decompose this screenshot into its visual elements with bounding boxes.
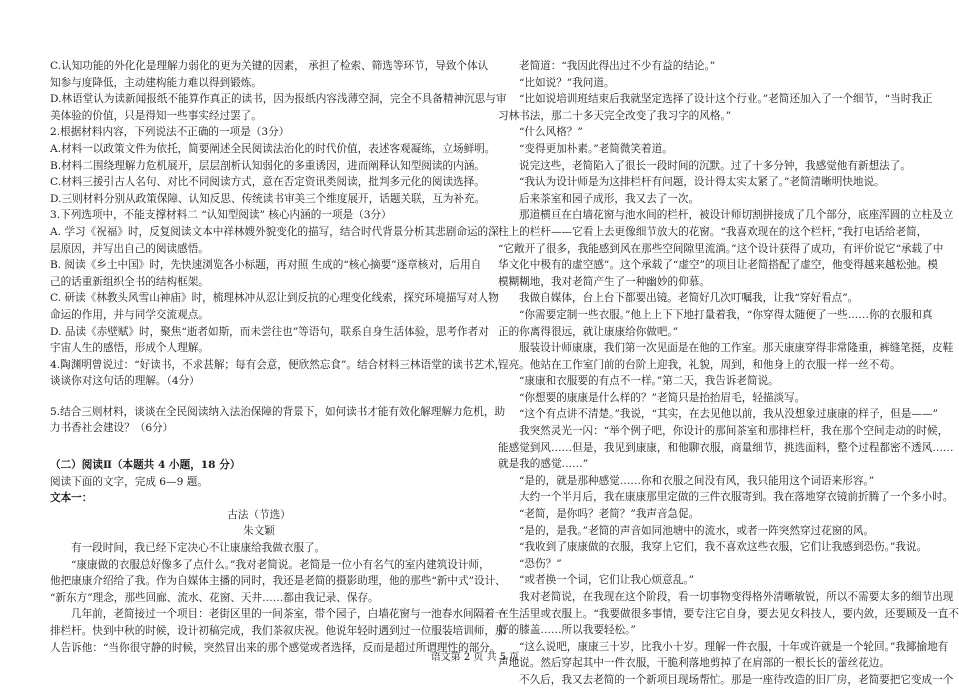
story-line: 锃亮。他站在工作室门前的台阶上迎我，礼貌，周到，和他身上的衣服一样一丝不苟。 xyxy=(498,358,901,371)
story-title: 古法（节选） xyxy=(227,508,291,521)
text-label: 文本一： xyxy=(50,492,93,505)
story-line: 我做自媒体，台上台下都要出镜。老简好几次叮嘱我，让我“穿好看点”。 xyxy=(519,292,859,305)
story-line: “我收到了康康做的衣服，我穿上它们，我不喜欢这些衣服，它们让我感到恐伤。”我说。 xyxy=(519,541,928,554)
story-line: 我突然灵光一闪：“举个例子吧，你设计的那间茶室和那排栏杆，我在那个空间走动的时候， xyxy=(519,425,949,438)
story-line: “这么说吧，康康三十岁，比我小十岁。理解一件衣服，十年或许就是一个轮回。”我揶揄地有 xyxy=(519,640,949,653)
left-column xyxy=(50,58,507,656)
story-line: 不久后，我又去老简的一个新项目现场帮忙。那是一座待改造的旧厂房，老简要把它变成一个 xyxy=(519,673,954,686)
story-line: 大约一个半月后，我在康康那里定做的三件衣服寄到。我在落地穿衣镜前折腾了一个多小时。 xyxy=(519,491,954,504)
story-line: “或者换一个词，它们让我心烦意乱。” xyxy=(519,574,695,587)
text-line: 谈谈你对这句话的理解。（4分） xyxy=(50,375,200,388)
story-line: 模糊糊地，我对老简产生了一种幽妙的仰慕。 xyxy=(498,275,710,288)
story-line: “比如说培训班结束后我就坚定选择了设计这个行业。”老简还加入了一个细节，“当时我正 xyxy=(519,93,933,106)
story-line: “变得更加朴素。”老简微笑着道。 xyxy=(519,142,673,155)
text-line: 力书香社会建设？（6分） xyxy=(50,422,174,435)
story-line: 声地说。然后穿起其中一件衣服，干脆利落地剪掉了在肩部的一根长长的蕾丝花边。 xyxy=(498,657,890,670)
section-header: （二）阅读Ⅱ（本题共 4 小题，18 分） xyxy=(50,459,241,472)
story-line: “是的，就是那种感觉……你和衣服之间没有风，我只能用这个词语来形容。” xyxy=(519,474,875,487)
text-line: B.材料二围绕理解力危机展开，层层剖析认知弱化的多重诱因，进而阐释认知型阅读的内涵。 xyxy=(50,159,485,172)
story-line: “老简，是你吗？老简？”我声音急促。 xyxy=(519,508,700,521)
text-line: 3.下列选项中，不能支撑材料二 “认知型阅读” 核心内涵的一项是（3分） xyxy=(50,209,392,222)
story-line: 能感觉到风……但是，我见到康康，和他聊衣服，商量细节，挑选面料，整个过程都密不透风…… xyxy=(498,441,954,454)
text-line: C.材料三援引古人名句、对比不同阅读方式，意在否定资讯类阅读，批判多元化的阅读选择。 xyxy=(50,176,485,189)
story-line: 习林书法，那二十多天完全改变了我习字的风格。” xyxy=(498,109,732,122)
story-line: “康康做的衣服总好像多了点什么。”我对老简说。老简是一位小有名气的室内建筑设计师， xyxy=(71,558,490,571)
story-line: 华文化中极有的虚空感”。这个承载了“虚空”的项目让老简搭配了虚空，他变得越来越松弛。模 xyxy=(498,259,938,272)
text-line: A. 学习《祝福》时，反复阅读文本中祥林嫂外貌变化的描写，结合时代背景分析其悲剧命运的深 xyxy=(50,225,499,238)
spacer xyxy=(50,390,468,404)
story-line: “它敞开了很多，我能感到风在那些空间隙里流淌。”这个设计获得了成功，有评价说它“承载了中 xyxy=(498,242,944,255)
story-line: “比如说？”我问道。 xyxy=(519,76,615,89)
story-line: 好的膝盖……所以我要轻松。” xyxy=(498,624,636,637)
story-line: 排栏杆。快到中秋的时候，设计初稿完成，我们茶叙庆祝。他说年轻时遇到过一位服装培训师，那 xyxy=(50,625,506,637)
story-line: 就是我的感觉……” xyxy=(498,458,589,471)
story-line: “康康和衣服要的有点不一样。”第二天，我告诉老简说。 xyxy=(519,375,779,388)
story-line: 在生活里或衣服上。“我要做很多事情，要专注它自身，要去见女科技人，要内敛，还要顾及一直不 xyxy=(498,607,959,620)
story-line: 正的你离得很远，就让康康给你做吧。” xyxy=(498,325,679,338)
story-line: “什么风格？” xyxy=(519,126,583,139)
right-column xyxy=(498,58,959,689)
story-line: 说完这些，老简陷入了很长一段时间的沉默。过了十多分钟，我感觉他有新想法了。 xyxy=(519,159,911,172)
story-line: “新东方”理念，那些回廊、流水、花窗、天井……都由我记录、保存。 xyxy=(50,591,379,604)
text-line: B. 阅读《乡土中国》时，先快速浏览各小标题，再对照 生成的“核心摘要”逐章核对，后用自 xyxy=(50,259,482,272)
story-line: 那道横亘在白墙花窗与池水间的栏杆，被设计师切割拼接成了几个部分，底座浑圆的立柱及立 xyxy=(519,209,954,222)
story-line: 老简道：“我因此得出过不少有益的结论。” xyxy=(519,60,716,72)
text-line: 层原因，并写出自己的阅读感悟。 xyxy=(50,242,209,255)
text-line: 知参与度降低，主动建构能力难以得到锻炼。 xyxy=(50,76,262,89)
text-line: D.三则材料分别从政策保障、认知反思、传统读书审美三个维度展开，话题关联，互为补充。 xyxy=(50,192,486,205)
instruction-line: 阅读下面的文字，完成 6—9 题。 xyxy=(50,475,208,488)
text-line: C.认知功能的外化化是理解力弱化的更为关键的因素， 承担了检索、筛选等环节，导致个体认 xyxy=(50,60,489,72)
page-footer: 语文第 2 页 共 5 页 xyxy=(430,652,520,663)
spacer xyxy=(50,437,468,457)
text-line: 命运的作用，并与同学交流观点。 xyxy=(50,308,209,321)
text-line: D.林语堂认为读新闻报纸不能算作真正的读书，因为报纸内容浅薄空洞，完全不具备精神沉思与审 xyxy=(50,93,507,106)
story-line: “恐伤？” xyxy=(519,557,562,570)
story-line: “是的，是我。”老简的声音如同池塘中的流水，或者一阵突然穿过花窗的风。 xyxy=(519,524,875,537)
text-line: 宇宙人生的感悟，形成个人理解。 xyxy=(50,342,209,355)
story-line: “你需要定制一些衣服。”他上上下下地打量着我，“你穿得太随便了一些……你的衣服和真 xyxy=(519,308,933,321)
story-author: 朱文颖 xyxy=(243,525,275,538)
story-line: 服装设计师康康，我们第一次见面是在他的工作室。那天康康穿得非常隆重，裤缝笔挺，皮鞋 xyxy=(519,342,954,355)
text-line: C. 研读《林教头风雪山神庙》时，梳理林冲从忍让到反抗的心理变化线索，探究环境描写对人物 xyxy=(50,292,499,305)
story-line: “你想要的康康是什么样的？”老简只是抬抬眉毛，轻描淡写。 xyxy=(519,391,806,404)
story-line: “我认为设计师是为这排栏杆有问题，设计得太实太紧了。”老简清晰明快地说。 xyxy=(519,176,885,189)
story-line: 柱上的栏杆——它看上去更像细节放大的花窗。“我喜欢现在的这个栏杆，”我打电话给老简， xyxy=(498,225,928,238)
story-line: “这个有点讲不清楚。”我说，“其实，在去见他以前，我从没想象过康康的样子，但是——” xyxy=(519,408,938,421)
text-line: 美体验的价值，只是得知一些事实经过罢了。 xyxy=(50,109,262,122)
story-line: 几年前，老简接过一个项目：老街区里的一间茶室，带个园子，白墙花窗与一池春水间隔着一 xyxy=(71,608,506,621)
text-line: D. 品读《赤壁赋》时，聚焦“逝者如斯，而未尝往也”等语句，联系自身生活体验，思考作者对 xyxy=(50,325,489,338)
text-line: 己的话重新组织全书的结构框架。 xyxy=(50,275,209,288)
story-line: 有一段时间，我已经下定决心不让康康给我做衣服了。 xyxy=(71,542,326,555)
text-line: 5.结合三则材料，谈谈在全民阅读纳入法治保障的背景下，如何读书才能有效化解理解力危机，助 xyxy=(50,405,506,418)
story-line: 人告诉他：“当你很守静的时候，突然冒出来的那个感觉或者选择，反而是超过所谓理性的部分。 xyxy=(50,641,501,654)
story-line: 我对老简说，在我现在这个阶段，看一切事物变得格外清晰敏锐，所以不需要太多的细节出现 xyxy=(519,591,954,603)
story-line: 他把康康介绍给了我。作为自媒体主播的同时，我还是老简的摄影助理，他的那些“新中式”设计、 xyxy=(50,575,506,588)
text-line: A.材料一以政策文件为依托，简要阐述全民阅读法治化的时代价值，表述客观凝练，立场鲜明。 xyxy=(50,142,496,155)
text-line: 4.陶渊明曾说过：“好读书，不求甚解；每有会意，便欣然忘食”。结合材料三林语堂的读书艺术， xyxy=(50,358,506,371)
text-line: 2.根据材料内容，下列说法不正确的一项是（3分） xyxy=(50,126,290,139)
story-line: 后来茶室和园子成形，我又去了一次。 xyxy=(519,192,700,205)
